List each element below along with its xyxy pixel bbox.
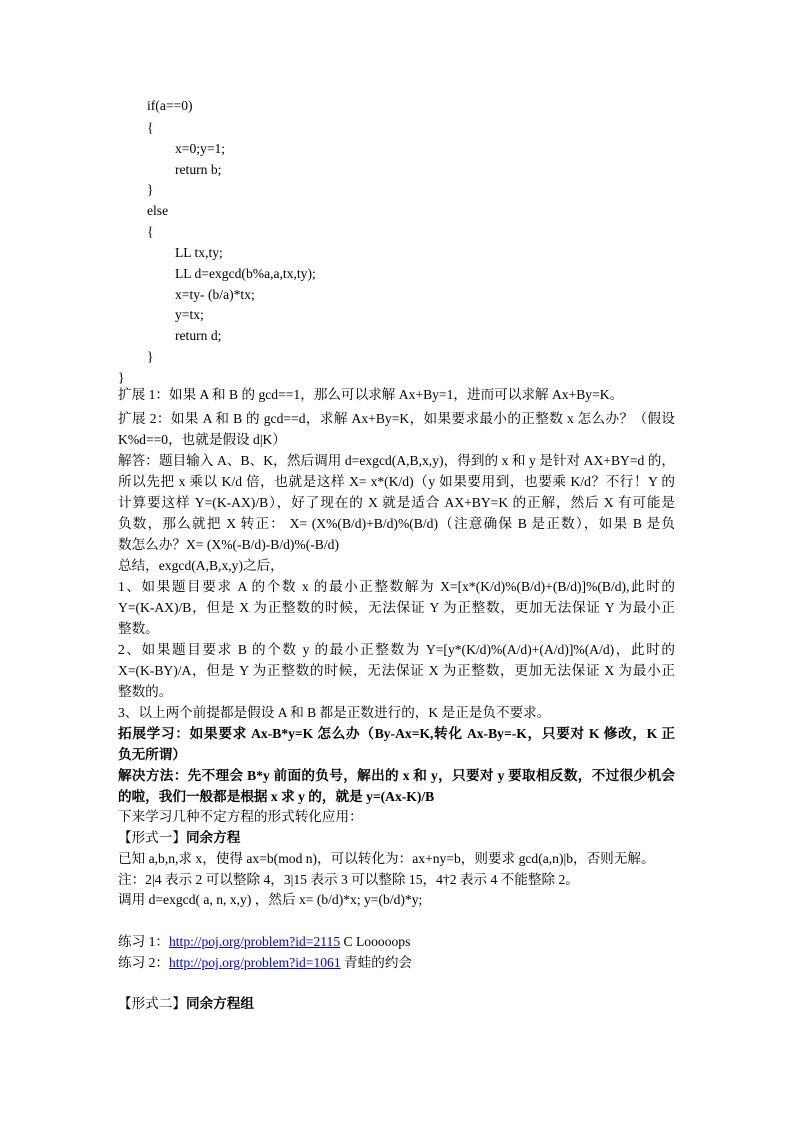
answer-line: 负数，那么就把 X 转正： X= (X%(B/d)+B/d)%(B/d)（注意确保 B 是正数），如果 B 是负 xyxy=(118,516,675,531)
code-line: else xyxy=(147,203,169,218)
summary-point-1: 1、如果题目要求 A 的个数 x 的最小正整数解为 X=[x*(K/d)%(B/d)+(B/d)]%(B/d),此时的 xyxy=(118,579,675,594)
practice-1-title: C Looooops xyxy=(340,934,411,949)
solution-line: 解决方法：先不理会 B*y 前面的负号，解出的 x 和 y，只要对 y 要取相反数，不过很少机会 xyxy=(118,768,675,783)
code-line: { xyxy=(147,224,154,239)
form-one-call: 调用 d=exgcd( a, n, x,y) ，然后 x= (b/d)*x; y=(b/d)*y; xyxy=(118,892,423,907)
summary-line: 总结，exgcd(A,B,x,y)之后， xyxy=(118,558,284,573)
answer-line: 计算要这样 Y=(K-AX)/B），好了现在的 X 就是适合 AX+BY=K 的正解，然后 X 有可能是 xyxy=(118,495,675,510)
form-one-heading xyxy=(118,828,240,848)
form-two-title: 同余方程组 xyxy=(185,996,254,1011)
extension-1: 扩展 1：如果 A 和 B 的 gcd==1，那么可以求解 Ax+By=1，进而可以求解 Ax+By=K。 xyxy=(118,387,624,402)
code-line: LL d=exgcd(b%a,a,tx,ty); xyxy=(175,266,316,281)
summary-point-2: 整数的。 xyxy=(118,684,173,699)
code-line: x=0;y=1; xyxy=(175,141,226,156)
summary-point-1: Y=(K-AX)/B，但是 X 为正整数的时候，无法保证 Y 为正整数，更加无法保证 Y 为最小正 xyxy=(118,600,675,615)
code-line: } xyxy=(147,349,154,364)
code-line: y=tx; xyxy=(175,307,204,322)
summary-point-2: X=(K-BY)/A，但是 Y 为正整数的时候，无法保证 X 为正整数，更加无法保证 X 为最小正 xyxy=(118,663,675,678)
code-line: if(a==0) xyxy=(147,98,193,113)
expand-study-line: 负无所谓） xyxy=(118,747,186,762)
practice-2 xyxy=(118,953,412,973)
code-line: LL tx,ty; xyxy=(175,245,223,260)
summary-point-2: 2、如果题目要求 B 的个数 y 的最小正整数为 Y=[y*(K/d)%(A/d)+(A/d)]%(A/d)，此时的 xyxy=(118,642,675,657)
practice-2-title: 青蛙的约会 xyxy=(340,955,413,970)
practice-1-link[interactable]: http://poj.org/problem?id=2115 xyxy=(168,934,341,949)
summary-point-3: 3、以上两个前提都是假设 A 和 B 都是正数进行的，K 是正是负不要求。 xyxy=(118,705,551,720)
form-one-bracket: 【形式一】 xyxy=(118,830,186,845)
code-line: x=ty- (b/a)*tx; xyxy=(175,287,255,302)
summary-point-1: 整数。 xyxy=(118,621,159,636)
answer-line: 解答：题目输入 A、B、K，然后调用 d=exgcd(A,B,x,y)，得到的 x 和 y 是针对 AX+BY=d 的， xyxy=(118,453,675,468)
code-line: return d; xyxy=(175,328,222,343)
answer-line: 所以先把 x 乘以 K/d 倍，也就是这样 X= x*(K/d)（y 如果要用到，也要乘 K/d？不行！Y 的 xyxy=(118,474,675,489)
solution-line: 的啦，我们一般都是根据 x 求 y 的，就是 y=(Ax-K)/B xyxy=(118,789,435,804)
answer-line: 数怎么办？X= (X%(-B/d)-B/d)%(-B/d) xyxy=(118,537,339,552)
practice-2-link[interactable]: http://poj.org/problem?id=1061 xyxy=(168,955,341,970)
extension-2-line: K%d==0，也就是假设 d|K） xyxy=(118,432,286,447)
code-line: return b; xyxy=(175,162,222,177)
code-line: } xyxy=(118,370,125,385)
code-line: } xyxy=(147,182,154,197)
form-one-line: 已知 a,b,n,求 x，使得 ax=b(mod n)，可以转化为：ax+ny=b，则要求 gcd(a,n)|b，否则无解。 xyxy=(118,851,655,866)
intro-text: 下来学习几种不定方程的形式转化应用： xyxy=(118,809,363,824)
expand-study-line: 拓展学习：如果要求 Ax-B*y=K 怎么办（By-Ax=K,转化 Ax-By=-K，只要对 K 修改，K 正 xyxy=(118,726,675,741)
practice-2-prefix: 练习 2： xyxy=(118,955,169,970)
practice-1-prefix: 练习 1： xyxy=(118,934,169,949)
form-one-note: 注：2|4 表示 2 可以整除 4，3|15 表示 3 可以整除 15，4†2 表示 4 不能整除 2。 xyxy=(118,872,579,887)
practice-1 xyxy=(118,932,410,952)
extension-2-line: 扩展 2：如果 A 和 B 的 gcd==d，求解 Ax+By=K，如果要求最小的正整数 x 怎么办？（假设 xyxy=(118,411,675,426)
form-one-title: 同余方程 xyxy=(185,830,241,845)
form-two-heading xyxy=(118,994,254,1014)
form-two-bracket: 【形式二】 xyxy=(118,996,186,1011)
code-line: { xyxy=(147,120,154,135)
